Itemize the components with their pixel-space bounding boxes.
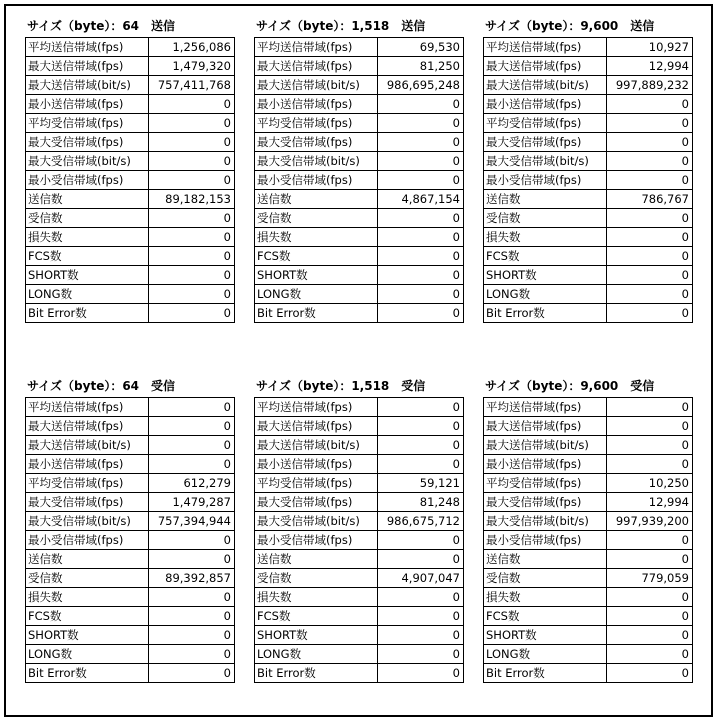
table-row [255,95,464,114]
row-label: 最小送信帯域(fps) [255,455,378,474]
row-label: 損失数 [255,588,378,607]
row-value: 0 [378,626,464,645]
row-value: 0 [607,114,693,133]
row-value: 4,867,154 [378,190,464,209]
row-label: 平均受信帯域(fps) [26,474,149,493]
table-row [484,247,693,266]
row-label: 最大受信帯域(fps) [255,133,378,152]
row-value: 986,695,248 [378,76,464,95]
row-label: 最小受信帯域(fps) [26,171,149,190]
row-value: 0 [607,436,693,455]
row-label: 最大送信帯域(bit/s) [26,436,149,455]
row-value: 0 [378,152,464,171]
row-label: 最大受信帯域(bit/s) [484,512,607,531]
table-row [26,417,235,436]
row-value: 997,939,200 [607,512,693,531]
row-label: FCS数 [26,607,149,626]
table-row [255,436,464,455]
table-row [255,512,464,531]
row-value: 0 [378,550,464,569]
row-value: 0 [607,304,693,323]
table-row [484,190,693,209]
row-value: 0 [378,266,464,285]
stats-table [254,397,464,683]
table-row [255,114,464,133]
row-value: 0 [149,304,235,323]
row-label: 最大送信帯域(fps) [255,57,378,76]
row-label: 損失数 [26,228,149,247]
table-row [255,664,464,683]
row-label: 平均送信帯域(fps) [484,398,607,417]
row-value: 0 [149,531,235,550]
table-row [255,531,464,550]
row-value: 0 [607,285,693,304]
table-row [255,38,464,57]
row-label: 最小送信帯域(fps) [484,455,607,474]
row-value: 757,411,768 [149,76,235,95]
row-label: 最大送信帯域(fps) [484,57,607,76]
table-row [255,588,464,607]
row-value: 0 [149,550,235,569]
row-label: 最小送信帯域(fps) [255,95,378,114]
table-row [26,436,235,455]
table-row [484,417,693,436]
row-label: LONG数 [26,645,149,664]
row-label: SHORT数 [255,266,378,285]
row-value: 0 [378,398,464,417]
row-value: 89,182,153 [149,190,235,209]
row-value: 0 [607,209,693,228]
row-value: 0 [378,531,464,550]
row-label: SHORT数 [255,626,378,645]
table-row [484,266,693,285]
row-value: 0 [378,417,464,436]
stats-table [25,37,235,323]
table-row [484,436,693,455]
row-label: 平均送信帯域(fps) [255,398,378,417]
row-label: Bit Error数 [26,664,149,683]
row-label: 送信数 [255,550,378,569]
stats-table [254,37,464,323]
table-row [26,645,235,664]
table-row [484,57,693,76]
row-value: 59,121 [378,474,464,493]
row-label: 送信数 [484,550,607,569]
row-value: 0 [378,588,464,607]
row-value: 0 [149,133,235,152]
table-row [255,266,464,285]
row-value: 0 [378,209,464,228]
stats-table [483,37,693,323]
table-row [484,455,693,474]
row-label: 送信数 [26,550,149,569]
row-value: 0 [607,95,693,114]
table-row [255,304,464,323]
row-label: 最小受信帯域(fps) [255,171,378,190]
row-label: FCS数 [255,247,378,266]
row-label: Bit Error数 [484,304,607,323]
row-value: 779,059 [607,569,693,588]
table-row [484,114,693,133]
table-row [484,152,693,171]
table-row [255,398,464,417]
table-row [26,247,235,266]
row-value: 0 [149,607,235,626]
table-row [484,38,693,57]
row-value: 0 [149,209,235,228]
row-label: 最大受信帯域(bit/s) [26,152,149,171]
row-label: 最大送信帯域(fps) [26,417,149,436]
row-value: 10,250 [607,474,693,493]
row-label: SHORT数 [26,626,149,645]
table-row [26,209,235,228]
row-label: FCS数 [26,247,149,266]
table-row [255,57,464,76]
row-label: 損失数 [255,228,378,247]
row-label: LONG数 [255,285,378,304]
table-row [255,152,464,171]
row-value: 0 [607,455,693,474]
row-label: 最大送信帯域(fps) [484,417,607,436]
row-label: 受信数 [26,569,149,588]
table-row [26,512,235,531]
table-row [26,95,235,114]
table-row [255,228,464,247]
table-row [484,550,693,569]
row-label: 損失数 [484,588,607,607]
table-row [484,512,693,531]
table-row [26,38,235,57]
row-label: 損失数 [26,588,149,607]
row-label: 最小受信帯域(fps) [26,531,149,550]
row-label: 平均受信帯域(fps) [26,114,149,133]
row-value: 0 [149,398,235,417]
table-row [255,569,464,588]
row-value: 0 [149,455,235,474]
table-row [26,550,235,569]
table-row [26,152,235,171]
table-row [484,569,693,588]
row-value: 0 [378,133,464,152]
table-row [484,588,693,607]
table-row [484,285,693,304]
row-label: LONG数 [26,285,149,304]
row-label: 最大受信帯域(fps) [26,493,149,512]
table-row [484,398,693,417]
row-value: 0 [149,664,235,683]
table-row [26,133,235,152]
row-value: 0 [607,588,693,607]
row-value: 0 [378,247,464,266]
row-value: 0 [149,247,235,266]
row-value: 612,279 [149,474,235,493]
table-row [26,569,235,588]
table-row [26,76,235,95]
row-label: 平均受信帯域(fps) [255,114,378,133]
row-value: 0 [149,626,235,645]
row-value: 0 [607,531,693,550]
row-value: 0 [378,285,464,304]
table-row [484,493,693,512]
row-value: 89,392,857 [149,569,235,588]
row-label: FCS数 [484,607,607,626]
row-value: 786,767 [607,190,693,209]
row-value: 0 [607,247,693,266]
table-row [26,228,235,247]
row-value: 0 [607,228,693,247]
row-value: 0 [149,285,235,304]
row-label: 受信数 [484,569,607,588]
row-label: 平均送信帯域(fps) [26,38,149,57]
row-label: 最大送信帯域(bit/s) [255,436,378,455]
row-label: 最大受信帯域(fps) [484,493,607,512]
row-value: 1,479,287 [149,493,235,512]
row-value: 0 [378,228,464,247]
table-row [26,664,235,683]
row-label: 送信数 [484,190,607,209]
table-row [255,247,464,266]
panel-title: サイズ（byte）：1,518 受信 [256,379,426,393]
row-value: 0 [607,133,693,152]
table-row [26,493,235,512]
table-row [26,588,235,607]
table-row [26,304,235,323]
row-value: 0 [149,266,235,285]
table-row [484,531,693,550]
row-label: 最小送信帯域(fps) [26,95,149,114]
row-value: 0 [607,417,693,436]
table-row [484,133,693,152]
row-label: 最大受信帯域(fps) [255,493,378,512]
row-label: 送信数 [255,190,378,209]
row-label: 最大受信帯域(bit/s) [26,512,149,531]
row-label: Bit Error数 [26,304,149,323]
row-label: 平均送信帯域(fps) [484,38,607,57]
row-label: 最大送信帯域(bit/s) [255,76,378,95]
row-value: 0 [149,152,235,171]
row-value: 0 [149,228,235,247]
table-row [255,285,464,304]
table-row [484,304,693,323]
table-row [255,209,464,228]
table-row [255,493,464,512]
row-value: 81,248 [378,493,464,512]
table-row [484,645,693,664]
row-label: SHORT数 [484,626,607,645]
row-label: LONG数 [484,645,607,664]
row-value: 0 [607,626,693,645]
row-value: 0 [607,152,693,171]
row-label: FCS数 [255,607,378,626]
row-label: LONG数 [484,285,607,304]
table-row [255,171,464,190]
stats-table [483,397,693,683]
row-value: 69,530 [378,38,464,57]
row-label: 受信数 [255,569,378,588]
row-label: 平均送信帯域(fps) [26,398,149,417]
row-label: 受信数 [484,209,607,228]
row-label: 最小送信帯域(fps) [26,455,149,474]
row-value: 0 [378,664,464,683]
row-label: Bit Error数 [255,664,378,683]
row-label: 平均受信帯域(fps) [484,114,607,133]
row-value: 0 [149,588,235,607]
row-label: 最大受信帯域(fps) [26,133,149,152]
table-row [26,57,235,76]
row-value: 0 [378,304,464,323]
row-value: 0 [378,455,464,474]
table-row [484,209,693,228]
row-value: 757,394,944 [149,512,235,531]
row-label: 平均受信帯域(fps) [255,474,378,493]
row-label: 送信数 [26,190,149,209]
table-row [255,645,464,664]
table-row [255,133,464,152]
table-row [255,455,464,474]
panel-title: サイズ（byte）：9,600 送信 [485,19,655,33]
row-label: LONG数 [255,645,378,664]
table-row [255,474,464,493]
row-label: 平均送信帯域(fps) [255,38,378,57]
table-row [484,626,693,645]
row-label: FCS数 [484,247,607,266]
row-value: 12,994 [607,57,693,76]
table-row [255,550,464,569]
table-row [255,607,464,626]
row-value: 0 [378,607,464,626]
row-label: 最大送信帯域(fps) [26,57,149,76]
panel-title: サイズ（byte）：64 送信 [27,19,176,33]
row-label: SHORT数 [26,266,149,285]
row-value: 81,250 [378,57,464,76]
row-value: 0 [378,114,464,133]
row-label: 最小送信帯域(fps) [484,95,607,114]
row-label: 最小受信帯域(fps) [484,531,607,550]
table-row [26,398,235,417]
row-label: 最大送信帯域(bit/s) [484,76,607,95]
table-row [484,607,693,626]
row-value: 1,256,086 [149,38,235,57]
row-label: 最大送信帯域(bit/s) [26,76,149,95]
row-value: 0 [378,436,464,455]
row-value: 0 [149,171,235,190]
table-row [26,455,235,474]
row-value: 0 [378,171,464,190]
row-label: 最大受信帯域(fps) [484,133,607,152]
table-row [255,76,464,95]
table-row [26,266,235,285]
table-row [484,76,693,95]
row-value: 0 [378,645,464,664]
row-value: 0 [607,645,693,664]
panel-title: サイズ（byte）：1,518 送信 [256,19,426,33]
table-row [484,664,693,683]
row-label: 最小受信帯域(fps) [255,531,378,550]
row-value: 0 [607,171,693,190]
row-value: 986,675,712 [378,512,464,531]
table-row [26,607,235,626]
panel-title: サイズ（byte）：64 受信 [27,379,176,393]
row-label: SHORT数 [484,266,607,285]
row-label: 平均受信帯域(fps) [484,474,607,493]
row-value: 0 [149,436,235,455]
row-value: 0 [378,95,464,114]
table-row [26,114,235,133]
table-row [26,285,235,304]
row-value: 0 [149,417,235,436]
table-row [26,626,235,645]
table-row [255,417,464,436]
row-value: 0 [149,95,235,114]
row-label: 最大受信帯域(bit/s) [255,512,378,531]
table-row [26,531,235,550]
table-row [484,474,693,493]
row-value: 12,994 [607,493,693,512]
row-value: 0 [607,550,693,569]
row-label: Bit Error数 [484,664,607,683]
table-row [26,171,235,190]
stats-table [25,397,235,683]
row-value: 0 [607,664,693,683]
row-label: Bit Error数 [255,304,378,323]
row-label: 最大受信帯域(bit/s) [255,152,378,171]
row-value: 1,479,320 [149,57,235,76]
row-value: 0 [607,607,693,626]
table-row [26,474,235,493]
row-label: 最大受信帯域(bit/s) [484,152,607,171]
table-row [484,95,693,114]
row-label: 損失数 [484,228,607,247]
row-label: 受信数 [26,209,149,228]
row-label: 最小受信帯域(fps) [484,171,607,190]
row-value: 0 [607,398,693,417]
row-label: 受信数 [255,209,378,228]
panel-title: サイズ（byte）：9,600 受信 [485,379,655,393]
table-row [255,626,464,645]
table-row [484,171,693,190]
row-value: 4,907,047 [378,569,464,588]
row-value: 10,927 [607,38,693,57]
table-row [484,228,693,247]
row-value: 0 [149,645,235,664]
table-row [255,190,464,209]
row-value: 0 [607,266,693,285]
row-value: 0 [149,114,235,133]
row-label: 最大送信帯域(bit/s) [484,436,607,455]
row-label: 最大送信帯域(fps) [255,417,378,436]
row-value: 997,889,232 [607,76,693,95]
table-row [26,190,235,209]
